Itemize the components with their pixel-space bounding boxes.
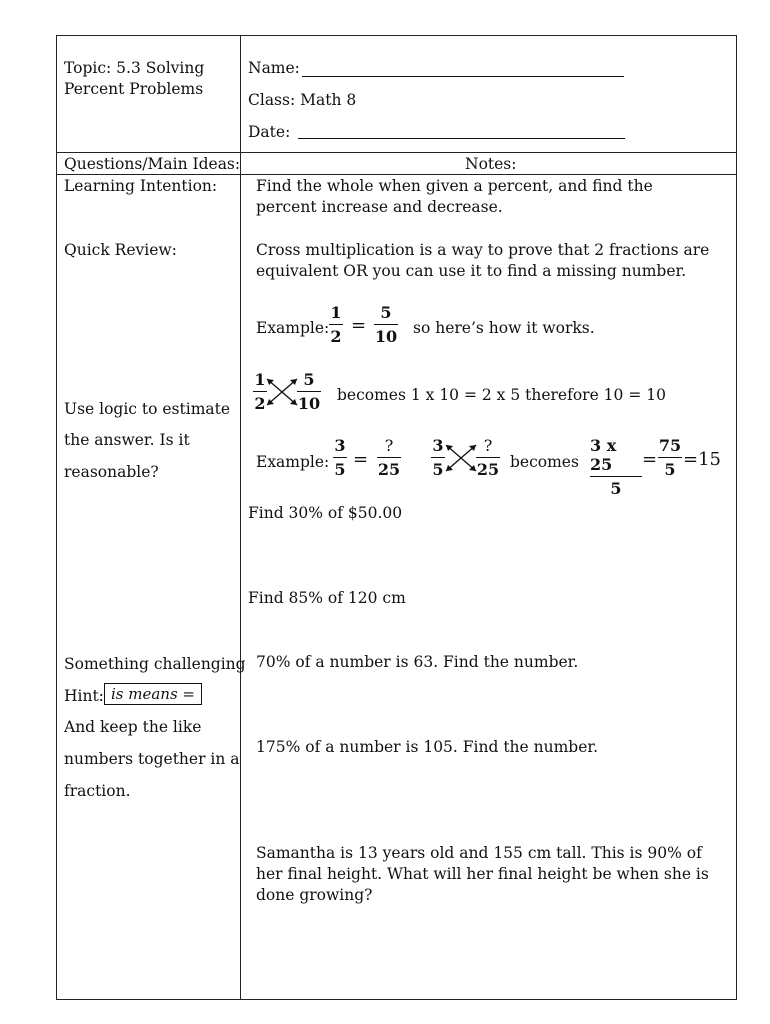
cross1-den2: 10 [297, 394, 321, 413]
quick-review-text: Cross multiplication is a way to prove that 2 fractions are equivalent OR you can use it to find a missing number. [256, 241, 710, 280]
estimate-line-1: Use logic to estimate [64, 400, 231, 418]
fraction-bar [590, 476, 642, 477]
estimate-line-3: reasonable? [64, 463, 159, 481]
result-num2: 75 [658, 436, 682, 455]
fraction-bar [377, 457, 401, 458]
example1-fraction-right [374, 303, 398, 346]
date-label: Date: [248, 123, 291, 141]
example2-label: Example: [256, 453, 330, 471]
cross1-den1: 2 [254, 394, 266, 413]
quick-review-label: Quick Review: [64, 241, 177, 259]
header-divider [56, 152, 737, 153]
fraction-bar [476, 457, 500, 458]
example1-label: Example: [256, 319, 330, 337]
cross2-den1: 5 [432, 460, 444, 479]
fraction-bar [374, 324, 398, 325]
cross2-fraction-right [476, 436, 500, 479]
learning-intention-text: Find the whole when given a percent, and find the percent increase and decrease. [256, 177, 653, 216]
result-den2: 5 [664, 460, 676, 479]
border-bottom [56, 999, 737, 1000]
fraction-bar [297, 391, 321, 392]
class-label: Class: Math 8 [248, 91, 357, 109]
border-right [736, 35, 737, 1000]
keep-line-1: And keep the like [64, 718, 202, 736]
example1-num2: 5 [380, 303, 392, 322]
keep-line-2: numbers together in a [64, 750, 240, 768]
cross2-den2: 25 [476, 460, 500, 479]
example2-fraction-left [333, 436, 347, 479]
date-field-line[interactable] [298, 138, 625, 139]
cross2-num2: ? [483, 436, 493, 455]
fraction-bar [333, 457, 347, 458]
example2-fraction-right [377, 436, 401, 479]
challenge-label: Something challenging [64, 655, 246, 673]
example1-num1: 1 [330, 303, 342, 322]
cross2-num1: 3 [432, 436, 444, 455]
result-equals-1: = [642, 449, 658, 470]
result-fraction-left [590, 436, 642, 498]
cross-arrows-icon [264, 376, 300, 408]
result-den1: 5 [610, 479, 622, 498]
column-divider [240, 35, 241, 1000]
example1-tail: so here’s how it works. [413, 319, 595, 337]
estimate-line-2: the answer. Is it [64, 431, 190, 449]
example1-den2: 10 [374, 327, 398, 346]
topic-title: Topic: 5.3 Solving Percent Problems [64, 59, 205, 98]
problem-4: 175% of a number is 105. Find the number. [256, 738, 599, 756]
name-field-line[interactable] [302, 76, 624, 77]
hint-label: Hint: [64, 687, 104, 705]
example2-num1: 3 [334, 436, 346, 455]
cross1-fraction-right [297, 370, 321, 413]
example1-equals: = [351, 315, 367, 336]
example1-den1: 2 [330, 327, 342, 346]
cross1-result: becomes 1 x 10 = 2 x 5 therefore 10 = 10 [337, 386, 666, 404]
problem-3: 70% of a number is 63. Find the number. [256, 653, 579, 671]
keep-line-3: fraction. [64, 782, 131, 800]
example2-becomes: becomes [510, 453, 579, 471]
problem-2: Find 85% of 120 cm [248, 589, 406, 607]
example2-num2: ? [384, 436, 394, 455]
example2-equals: = [353, 449, 369, 470]
result-fraction-right [658, 436, 682, 479]
result-num1: 3 x 25 [590, 436, 617, 474]
problem-5: Samantha is 13 years old and 155 cm tall. This is 90% of her final height. What will her final height be when she is done growing? [256, 844, 709, 904]
notes-header: Notes: [465, 155, 517, 173]
example2-den1: 5 [334, 460, 346, 479]
cross-arrows-icon [443, 442, 479, 474]
learning-intention-label: Learning Intention: [64, 177, 218, 195]
hint-box: is means = [104, 683, 202, 705]
cross1-num2: 5 [303, 370, 315, 389]
border-top [56, 35, 737, 36]
problem-1: Find 30% of $50.00 [248, 504, 403, 522]
name-label: Name: [248, 59, 300, 77]
fraction-bar [658, 457, 682, 458]
cross1-num1: 1 [254, 370, 266, 389]
questions-header: Questions/Main Ideas: [64, 155, 241, 173]
fraction-bar [329, 324, 343, 325]
result-equals-2: =15 [683, 449, 721, 470]
example1-fraction-left [329, 303, 343, 346]
example2-den2: 25 [377, 460, 401, 479]
border-left [56, 35, 57, 1000]
